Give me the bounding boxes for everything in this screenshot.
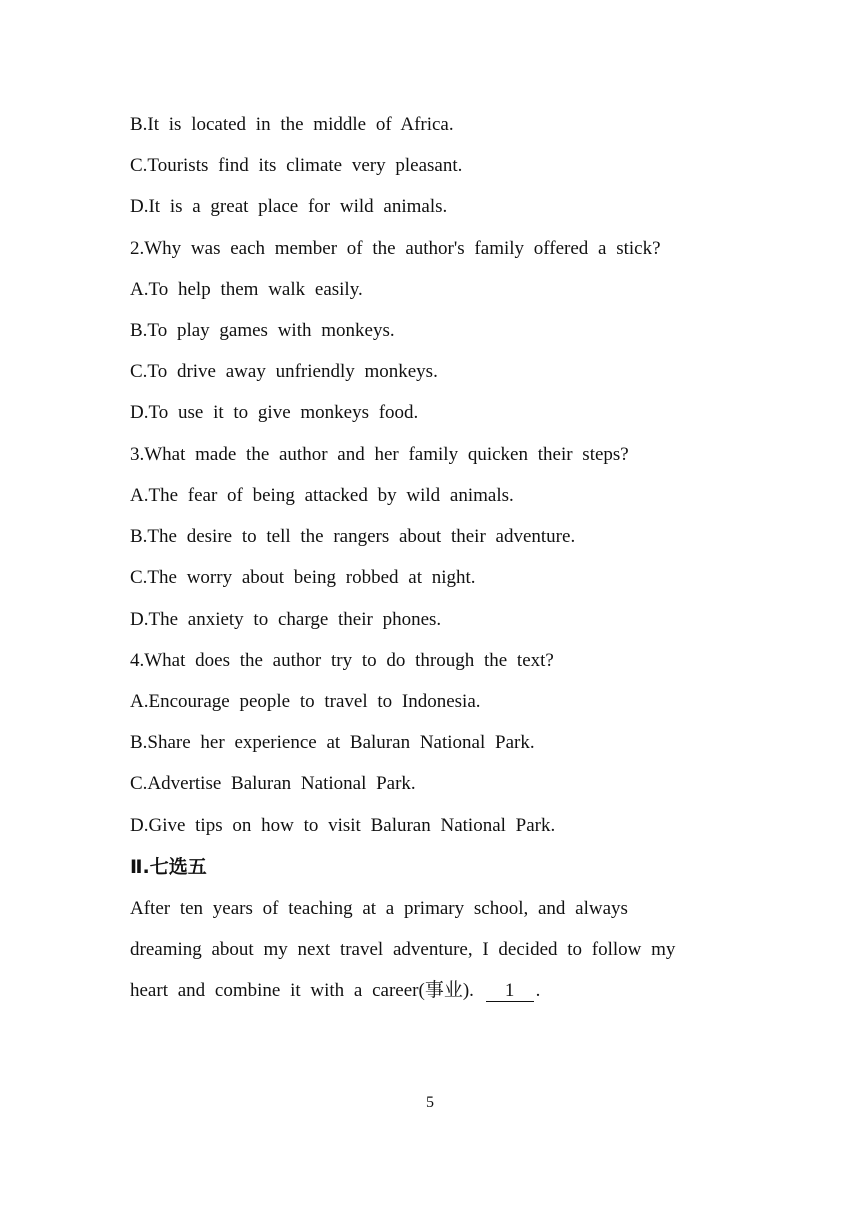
question-1-option-d: D.It is a great place for wild animals. — [130, 196, 448, 217]
passage-line-2: dreaming about my next travel adventure, I decided to follow my — [130, 939, 676, 960]
question-3-option-c: C.The worry about being robbed at night. — [130, 567, 476, 588]
question-3-option-d: D.The anxiety to charge their phones. — [130, 609, 442, 630]
question-4-option-d: D.Give tips on how to visit Baluran National Park. — [130, 815, 556, 836]
question-2-option-c: C.To drive away unfriendly monkeys. — [130, 361, 438, 382]
question-2-option-a: A.To help them walk easily. — [130, 279, 363, 300]
question-3-option-a: A.The fear of being attacked by wild animals. — [130, 485, 514, 506]
question-4-option-b: B.Share her experience at Baluran National Park. — [130, 732, 535, 753]
question-4-option-a: A.Encourage people to travel to Indonesia. — [130, 691, 481, 712]
question-4-option-c: C.Advertise Baluran National Park. — [130, 773, 416, 794]
passage-line-3 — [130, 979, 540, 1003]
answer-blank-1: 1 — [486, 981, 534, 1002]
section-heading: Ⅱ.七选五 — [130, 856, 207, 878]
question-2-option-b: B.To play games with monkeys. — [130, 320, 395, 341]
question-4-stem: 4.What does the author try to do through the text? — [130, 650, 554, 671]
passage-line-3-text: heart and combine it with a career(事业). — [130, 980, 474, 1001]
question-3-option-b: B.The desire to tell the rangers about their adventure. — [130, 526, 576, 547]
passage-line-3-end: . — [535, 980, 541, 1001]
question-1-option-b: B.It is located in the middle of Africa. — [130, 114, 454, 135]
question-1-option-c: C.Tourists find its climate very pleasant. — [130, 155, 463, 176]
passage-line-1: After ten years of teaching at a primary school, and always — [130, 898, 628, 919]
question-2-option-d: D.To use it to give monkeys food. — [130, 402, 419, 423]
page-number: 5 — [426, 1094, 434, 1111]
question-3-stem: 3.What made the author and her family quicken their steps? — [130, 444, 629, 465]
question-2-stem: 2.Why was each member of the author's family offered a stick? — [130, 238, 661, 259]
